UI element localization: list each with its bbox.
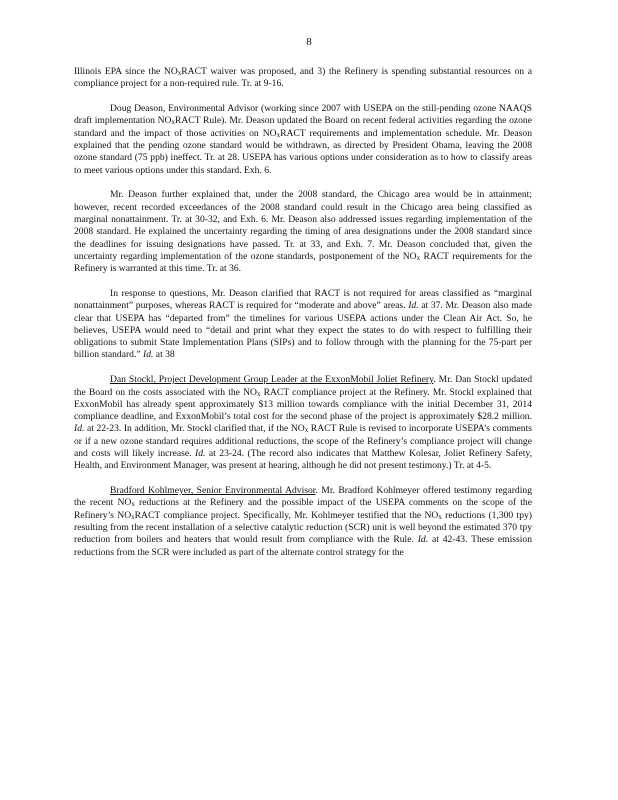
- text-run: RACT compliance project at the Refinery. Mr. Stockl explained that ExxonMobil has already spent approximately $13 million towards compliance with the initial December 31, 2014 compliance deadline, and ExxonMobil’s total cost for the second phase of the project is approximately $28.2 million.: [74, 386, 532, 423]
- text-run: RACT waiver was proposed, and 3) the Refinery is spending substantial resources on a compliance project for a non-required rule. Tr. at 9-16.: [74, 66, 532, 90]
- subscript-text: x: [438, 512, 442, 521]
- text-run: Doug Deason, Environmental Advisor (working since 2007 with USEPA on the still-pending ozone NAAQS draft implementation NO: [74, 103, 532, 127]
- text-run: RACT compliance project. Specifically, Mr. Kohlmeyer testified that the NO: [134, 509, 439, 521]
- subscript-text: x: [131, 500, 135, 509]
- subscript-text: x: [171, 118, 175, 127]
- text-run: RACT requirements and implementation schedule. Mr. Deason explained that the pending ozone standard would be withdrawn, as directed by President Obama, leaving the 2008 ozone standard (75 ppb) ineffect. Tr. at 28. USEPA has various options under consideration as to how to classify areas to meet various options under this standard. Exh. 6.: [74, 127, 532, 176]
- document-body: [74, 66, 532, 571]
- text-run: at 22-23. In addition, Mr. Stockl clarified that, if the NO: [84, 423, 305, 435]
- paragraph: [74, 103, 532, 177]
- paragraph: [74, 189, 532, 275]
- text-run: Id.: [408, 300, 419, 312]
- text-run: In response to questions, Mr. Deason clarified that RACT is not required for areas classified as “marginal nonattainment” purposes, whereas RACT is required for “moderate and above” areas.: [74, 287, 532, 312]
- subscript-text: x: [177, 69, 182, 77]
- text-run: reductions at the Refinery and the possible impact of the USEPA comments on the scope of the Refinery’s NO: [74, 497, 532, 521]
- text-run: Illinois EPA since the NO: [74, 66, 178, 77]
- subscript-text: x: [256, 389, 261, 398]
- text-run: Bradford Kohlmeyer, Senior Environmental Advisor: [110, 485, 316, 497]
- text-run: Id.: [143, 349, 154, 361]
- text-run: RACT Rule is revised to incorporate USEPA’s comments or if a new ozone standard requires additional reductions, the scope of the Refinery’s compliance project will change and costs will likely increase.: [74, 423, 532, 460]
- paragraph: [74, 288, 532, 362]
- text-run: . Mr. Bradford Kohlmeyer offered testimony regarding the recent NO: [74, 485, 532, 509]
- paragraph: [74, 66, 532, 91]
- text-run: RACT requirements for the Refinery is warranted at this time. Tr. at 36.: [74, 250, 532, 275]
- subscript-text: x: [304, 426, 309, 435]
- text-run: reductions (1,300 tpy) resulting from the recent installation of a selective catalytic reduction (SCR) unit is well beyond the estimated 370 tpy reduction from boilers and heaters that would result from compliance with the Rule.: [74, 509, 533, 546]
- paragraph: [74, 374, 532, 472]
- subscript-text: x: [276, 130, 281, 139]
- text-run: Id.: [74, 423, 85, 435]
- paragraph: [74, 485, 532, 559]
- text-run: at 37. Mr. Deason also made clear that USEPA has “departed from” the timelines for various USEPA actions under the Clean Air Act. So, he believes, USEPA would need to “detail and print what they expect the states to do with respect to fulfilling their obligations to submit State Implementation Plans (SIPs) and to follow through with the planning for the 75-part per billion standard.”: [74, 300, 532, 361]
- text-run: Dan Stockl, Project Development Group Leader at the ExxonMobil Joliet Refinery: [110, 374, 434, 386]
- text-run: . Mr. Dan Stockl updated the Board on the costs associated with the NO: [74, 374, 532, 398]
- text-run: at 42-43. These emission reductions from the SCR were included as part of the alternate control strategy for the: [74, 534, 532, 558]
- text-run: Id.: [417, 534, 429, 546]
- text-run: RACT Rule). Mr. Deason updated the Board on recent federal activities regarding the ozone standard and the impact of those activities on NO: [74, 115, 532, 139]
- text-run: at 23-24. (The record also indicates that Matthew Kolesar, Joliet Refinery Safety, Health, and Environment Manager, was present at hearing, although he did not present testimony.) Tr. at 4-5.: [74, 448, 532, 472]
- text-run: at 38: [153, 349, 175, 361]
- text-run: Id.: [195, 448, 206, 460]
- page-number: 8: [306, 36, 312, 48]
- subscript-text: x: [131, 512, 135, 521]
- subscript-text: x: [416, 253, 421, 262]
- text-run: Mr. Deason further explained that, under the 2008 standard, the Chicago area would be in attainment; however, recent recorded exceedances of the 2008 standard could result in the Chicago area being classified as marginal nonattainment. Tr. at 30-32, and Exh. 6. Mr. Deason also addressed issues regarding implementation of the 2008 standard. He explained the uncertainty regarding the timing of area designations under the 2008 standard since the deadlines for issuing designations have passed. Tr. at 33, and Exh. 7. Mr. Deason concluded that, given the uncertainty regarding implementation of the ozone standards, postponement of the NO: [74, 189, 532, 262]
